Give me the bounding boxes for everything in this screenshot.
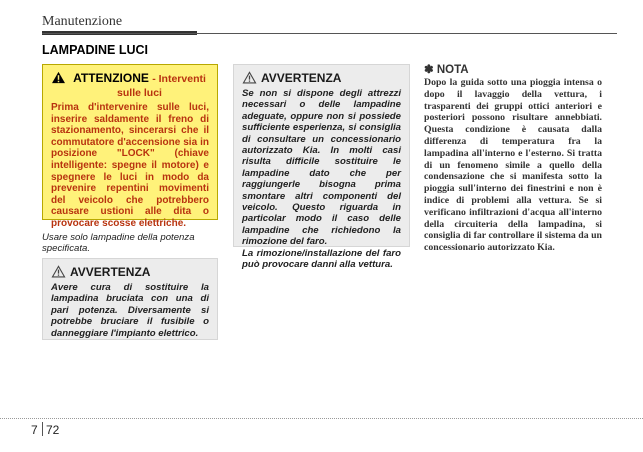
footer-rule	[0, 418, 643, 419]
warning-left-heading: AVVERTENZA	[70, 265, 151, 279]
nota-text: Dopo la guida sotto una pioggia intensa o dopo il lavaggio della vettura, i trasparenti dei gruppi ottici anteriori e posteriori possono risultare annebbiati. Questa condizione è causata dalla differenza di temperatura fra la lampadina all'interno e l'esterno. Si tratta di un fenomeno simile a quello della condensazione che si manifesta sotto la pioggia sull'interno dei finestrini e non è indice di problemi alla vettura. Se si verificano infiltrazioni d'acqua all'interno della circuiteria della lampadina, si consiglia di far controllare il sistema da un concessionario autorizzato Kia.	[424, 77, 602, 254]
warning-left-header	[51, 265, 209, 279]
warning-triangle-icon	[51, 265, 66, 278]
page-number: 72	[46, 423, 60, 437]
warning-mid-heading: AVVERTENZA	[261, 71, 342, 85]
chapter-title: Manutenzione	[42, 14, 123, 29]
page-number-separator	[42, 422, 43, 436]
chapter-number: 7	[31, 423, 38, 437]
warning-mid-text-2: La rimozione/installazione del faro può provocare danni alla vettura.	[242, 247, 401, 271]
caution-box	[42, 64, 218, 229]
warning-box-left	[42, 258, 218, 340]
header-rule	[42, 33, 617, 34]
bulb-power-note: Usare solo lampadine della potenza specificata.	[42, 232, 195, 255]
section-title: LAMPADINE LUCI	[42, 43, 149, 57]
caution-heading: ATTENZIONE	[73, 71, 149, 85]
warning-box-middle	[233, 64, 410, 271]
caution-text: Prima d'intervenire sulle luci, inserire saldamente il freno di stazionamento, sincerarsi che il commutatore d'accensione sia in posizione "LOCK" (chiave intelligente: spegne il motore) e spegnere le luci in modo da prevenire repentini movimenti del veicolo che potrebbero causare ustioni alle dita o provocare scosse elettriche.	[51, 102, 209, 229]
caution-subheading: - Interventi sulle luci	[117, 73, 206, 99]
warning-mid-text: Se non si dispone degli attrezzi necessari o delle lampadine adeguate, oppure non si possiede sufficiente esperienza, si consiglia di consultare un concessionario autorizzato Kia. In molti casi risulta difficile sostituire le lampadine dato che per raggiungerle bisogna prima smontare altri componenti del veicolo. Questo riguarda in particolar modo il caso delle lampadine che richiedono la rimozione del faro.	[242, 88, 401, 248]
warning-triangle-icon	[51, 71, 66, 84]
nota-heading: ✽ NOTA	[424, 64, 469, 76]
caution-header	[51, 71, 209, 99]
warning-mid-header	[242, 71, 401, 85]
warning-triangle-icon	[242, 71, 257, 84]
warning-left-text: Avere cura di sostituire la lampadina bruciata con una di pari potenza. Diversamente si potrebbe bruciare il fusibile o danneggiare l'impianto elettrico.	[51, 282, 209, 339]
